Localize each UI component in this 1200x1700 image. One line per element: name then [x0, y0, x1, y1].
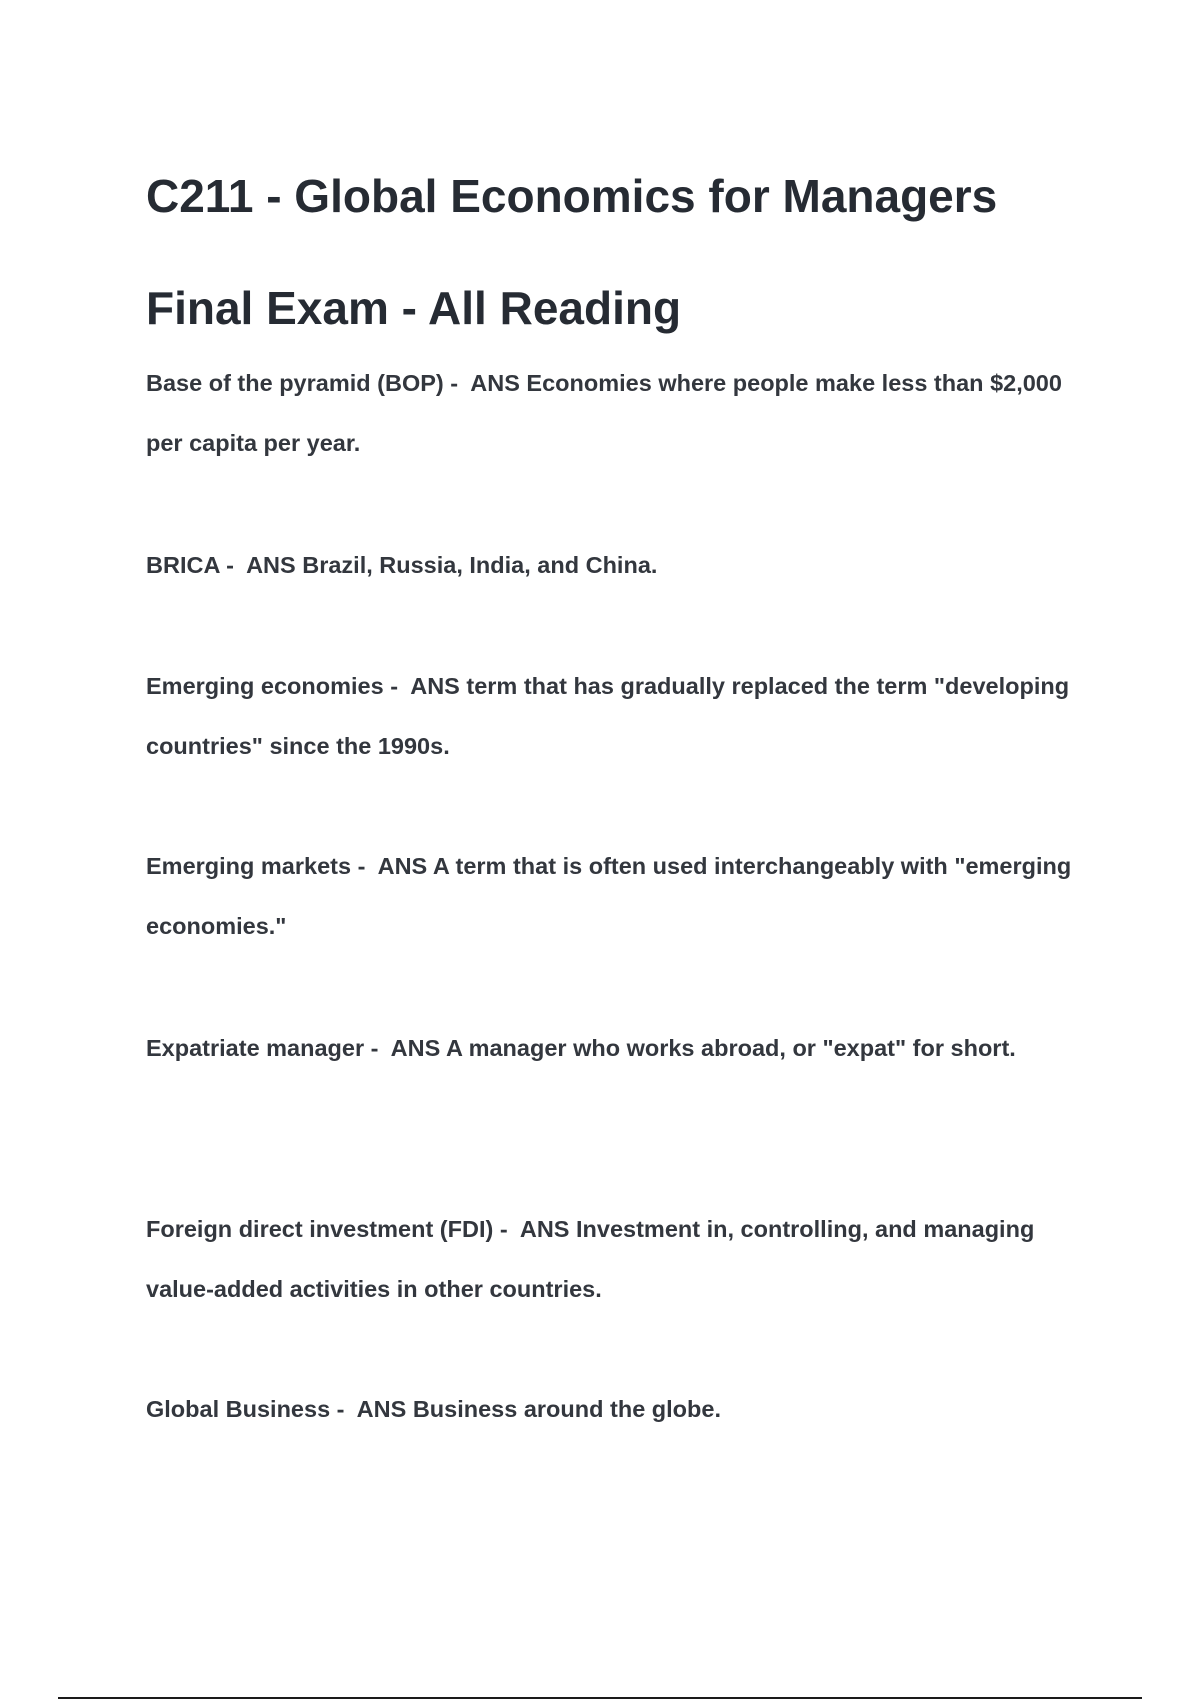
- title-line-1: C211 - Global Economics for Managers: [146, 170, 998, 222]
- glossary-entry-emerging-markets: [146, 836, 1096, 956]
- entry-definition: Business around the globe.: [412, 1396, 721, 1422]
- entry-separator: - ANS: [219, 552, 303, 578]
- entry-separator: - ANS: [493, 1216, 577, 1242]
- glossary-entry-bop: [146, 353, 1096, 473]
- document-title: [146, 140, 1106, 364]
- entry-separator: - ANS: [443, 370, 527, 396]
- entry-term: Foreign direct investment (FDI): [146, 1216, 494, 1242]
- title-line-2: Final Exam - All Reading: [146, 282, 682, 334]
- entry-definition: term that has gradually replaced the term "developing countries" since the 1990s.: [146, 673, 1070, 759]
- entry-definition: Brazil, Russia, India, and China.: [302, 552, 658, 578]
- entry-term: Global Business: [146, 1396, 331, 1422]
- entry-separator: - ANS: [383, 673, 467, 699]
- entry-definition: A term that is often used interchangeably with "emerging economies.": [146, 853, 1072, 939]
- glossary-entry-brica: [146, 535, 1096, 595]
- entry-term: Emerging markets: [146, 853, 352, 879]
- glossary-entry-emerging-economies: [146, 656, 1096, 776]
- entry-term: Base of the pyramid (BOP): [146, 370, 444, 396]
- entry-definition: Economies where people make less than $2,000 per capita per year.: [146, 370, 1062, 456]
- page-bottom-rule: [58, 1697, 1142, 1699]
- entry-term: Emerging economies: [146, 673, 384, 699]
- glossary-entry-fdi: [146, 1199, 1096, 1319]
- entry-term: BRICA: [146, 552, 220, 578]
- entry-term: Expatriate manager: [146, 1035, 365, 1061]
- entry-separator: - ANS: [351, 853, 433, 879]
- entry-separator: - ANS: [330, 1396, 413, 1422]
- entry-definition: A manager who works abroad, or "expat" for short.: [445, 1035, 1016, 1061]
- entry-separator: - ANS: [364, 1035, 446, 1061]
- glossary-entry-expatriate-manager: [146, 1018, 1096, 1078]
- entry-definition: Investment in, controlling, and managing value-added activities in other countries.: [146, 1216, 1035, 1302]
- glossary-entry-global-business: [146, 1379, 1096, 1439]
